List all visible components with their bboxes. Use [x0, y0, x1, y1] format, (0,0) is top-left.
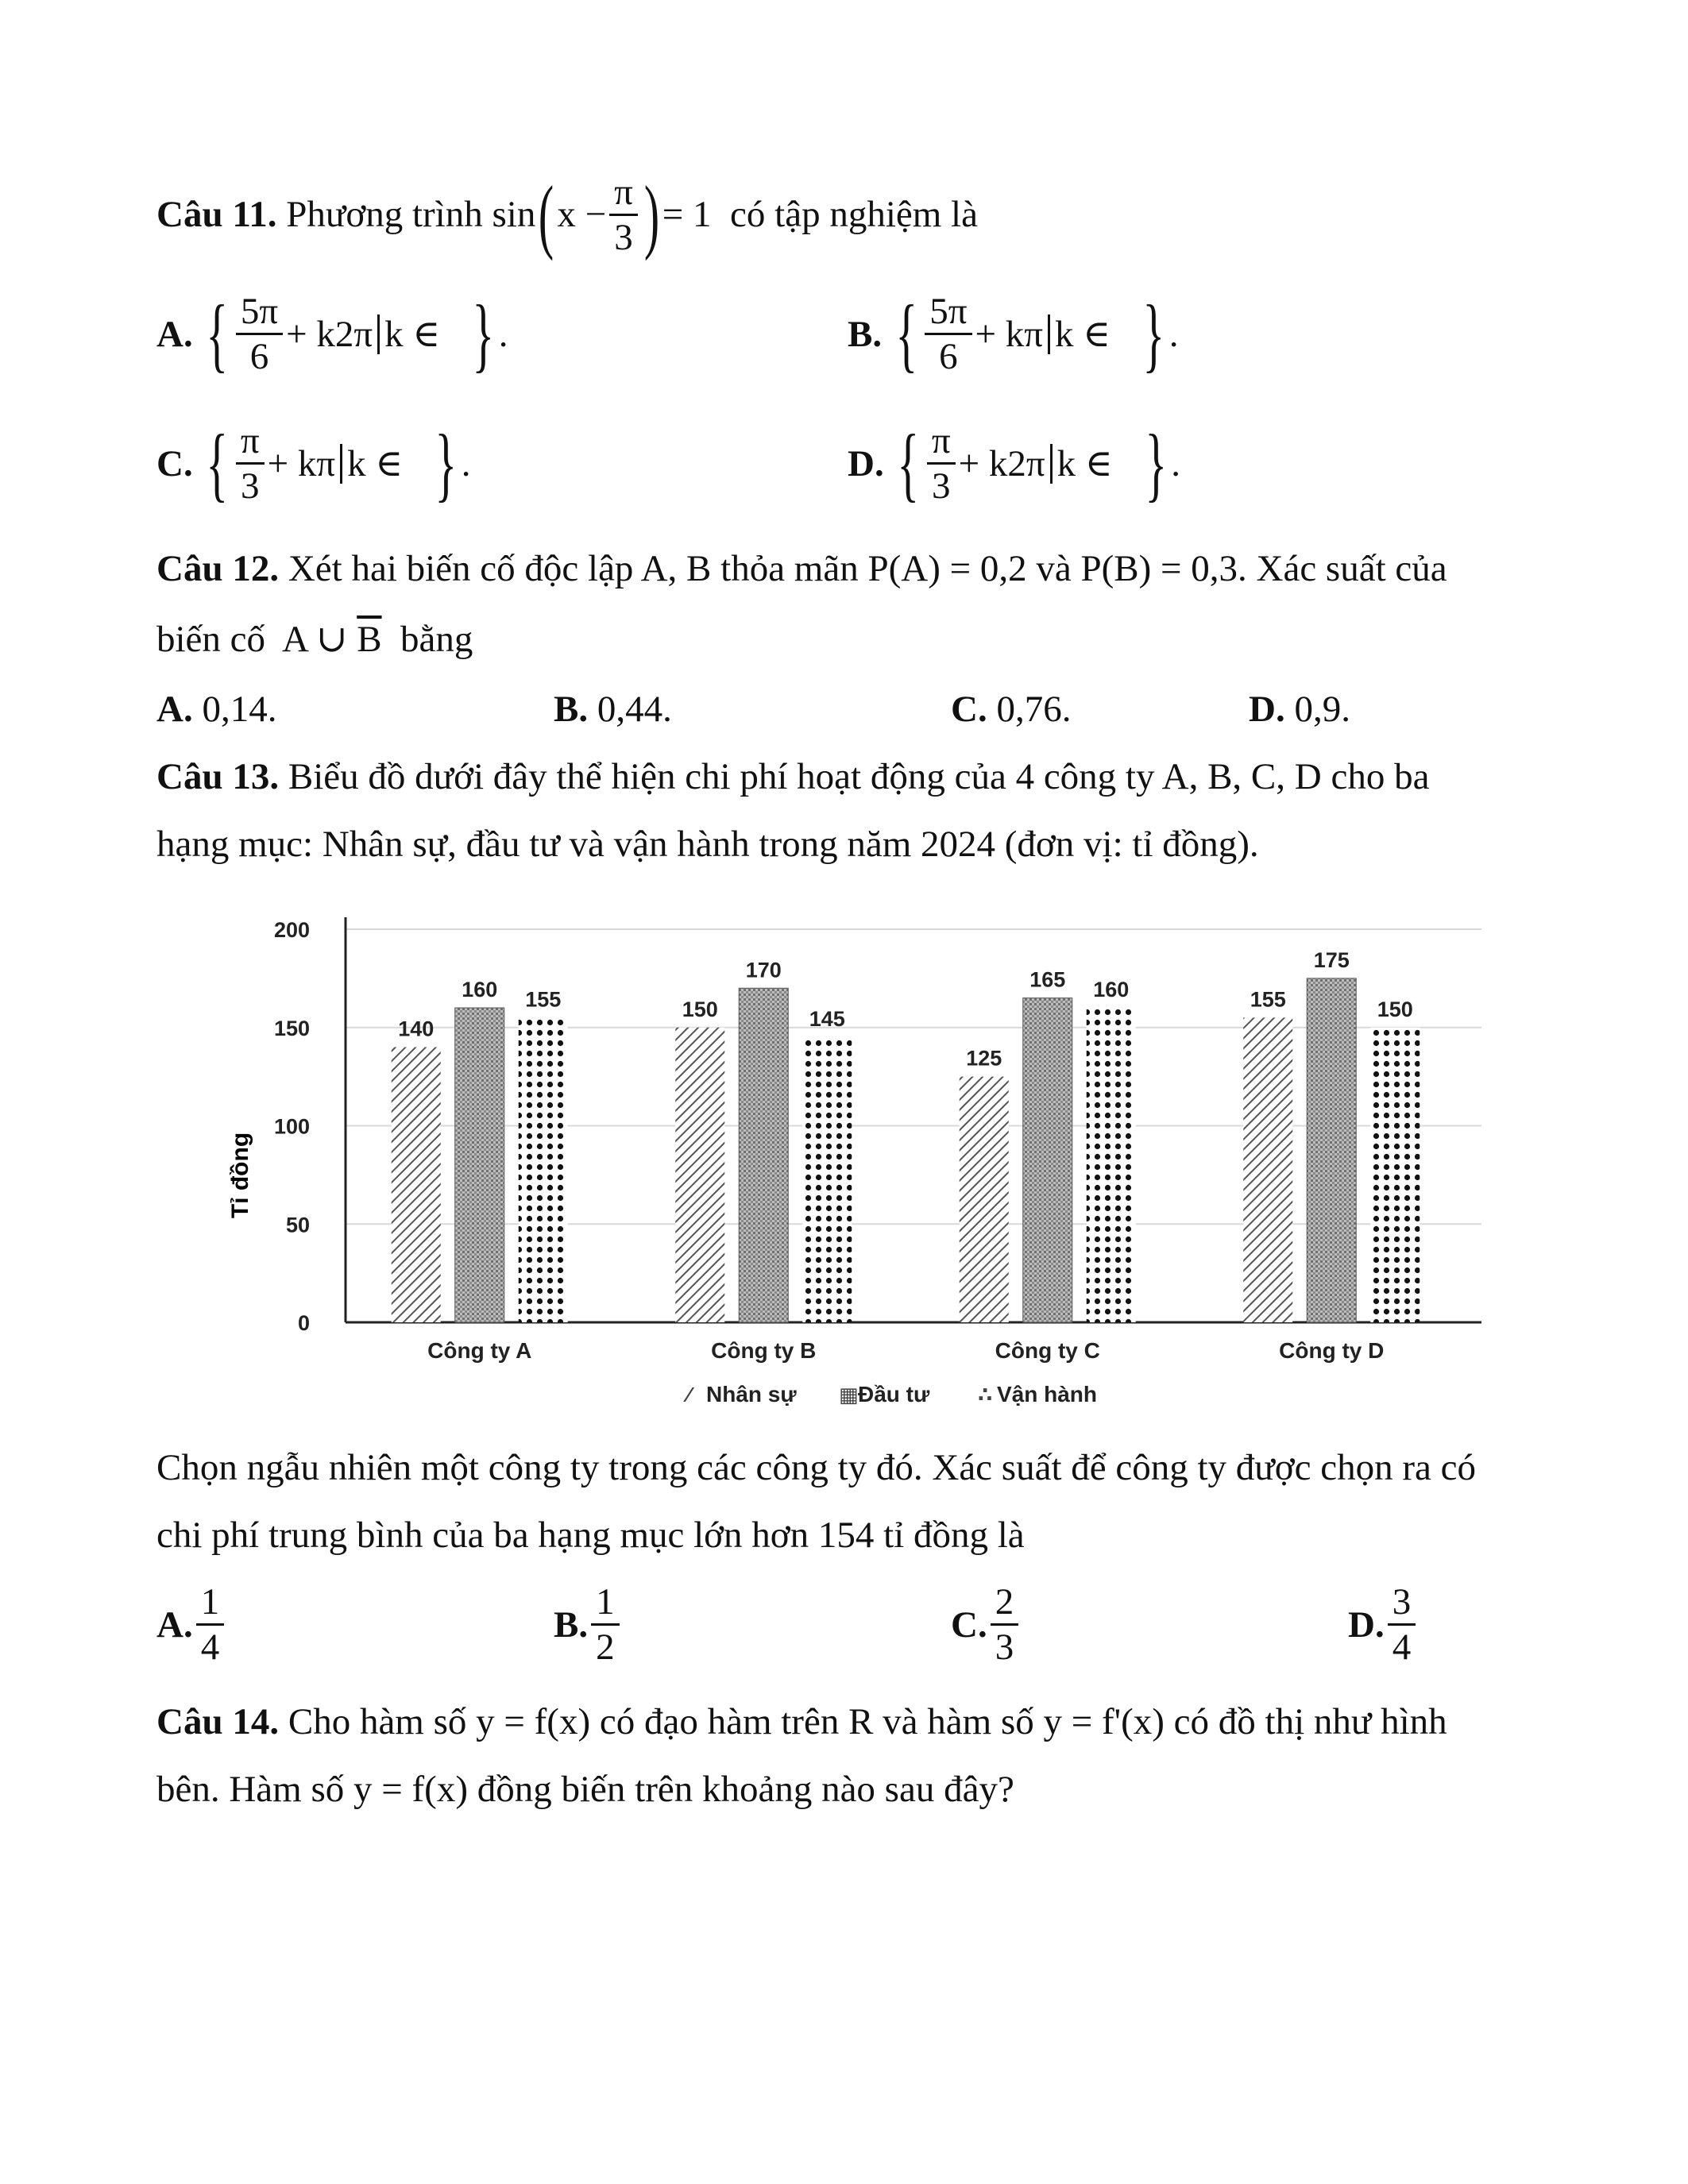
q13-line2-text: hạng mục: Nhân sự, đầu tư và vận hành trong năm 2024 (đơn vị: tỉ đồng).	[156, 824, 1259, 865]
x-tick-label: Công ty A	[427, 1338, 532, 1363]
frac-den: 3	[995, 1626, 1014, 1669]
data-label: 160	[462, 978, 498, 1001]
frac-num: 1	[591, 1580, 620, 1626]
q13-option-fraction	[196, 1580, 225, 1669]
q11-option-label: B.	[848, 313, 883, 355]
q11-option-tail: + kπ	[267, 442, 336, 484]
close-brace: }	[1145, 417, 1167, 511]
bar	[739, 988, 788, 1322]
frac-den: 4	[1392, 1626, 1412, 1669]
q12-line2-pre: biến cố	[156, 619, 266, 660]
q11-option-label: D.	[848, 442, 884, 484]
y-tick-label: 150	[273, 1016, 310, 1040]
q14-line1	[156, 1701, 1447, 1742]
frac-den: 6	[939, 336, 958, 378]
bar	[960, 1077, 1009, 1322]
q11-option-fraction	[925, 290, 971, 378]
data-label: 170	[745, 958, 782, 982]
q13-after2-text: chi phí trung bình của ba hạng mục lớn hơn 154 tỉ đồng là	[156, 1515, 1025, 1556]
set-bar	[1050, 444, 1053, 484]
q13-option-c[interactable]	[951, 1580, 1022, 1669]
q11-text-after: có tập nghiệm là	[730, 194, 978, 236]
q12-expr-a: A ∪	[281, 619, 348, 660]
q13-option-b[interactable]	[554, 1580, 623, 1669]
set-bar	[377, 314, 380, 354]
y-tick-label: 50	[285, 1213, 310, 1237]
x-tick-label: Công ty B	[711, 1338, 817, 1363]
legend-label: Đầu tư	[858, 1382, 930, 1406]
close-brace: }	[1142, 287, 1165, 381]
bar	[1370, 1028, 1420, 1322]
q13-after1	[156, 1449, 1476, 1487]
q14-label: Câu 14.	[156, 1701, 280, 1742]
frac-den: 2	[596, 1626, 615, 1669]
frac-den: 3	[240, 465, 260, 507]
data-label: 145	[809, 1007, 845, 1032]
bar	[1243, 1017, 1292, 1322]
q12-option-c[interactable]	[951, 691, 1071, 728]
q11-option-tail: + k2π	[286, 313, 373, 355]
frac-den: 6	[249, 336, 269, 378]
q11-stem	[156, 168, 978, 262]
q12-label: Câu 12.	[156, 548, 280, 589]
bar	[802, 1037, 852, 1322]
q13-line2	[156, 826, 1259, 863]
q12-line1	[156, 550, 1447, 588]
q12-option-label: D.	[1249, 689, 1285, 730]
q11-label: Câu 11.	[156, 194, 277, 236]
bar	[392, 1048, 441, 1323]
q11-option-fraction	[236, 290, 283, 378]
q12-option-d[interactable]	[1249, 691, 1350, 728]
y-tick-label: 100	[273, 1114, 310, 1139]
q12-option-a[interactable]	[156, 691, 276, 728]
open-brace: {	[897, 417, 920, 511]
y-axis-label: Tỉ đồng	[227, 1132, 253, 1219]
q11-close-paren: )	[643, 168, 659, 262]
legend-label: Vận hành	[997, 1382, 1098, 1406]
q13-option-fraction	[991, 1580, 1019, 1669]
q12-option-value: 0,76.	[996, 689, 1072, 730]
q11-fraction	[609, 171, 638, 259]
q11-frac-den: 3	[614, 217, 633, 259]
q13-option-d[interactable]	[1348, 1580, 1419, 1669]
open-brace: {	[895, 287, 917, 381]
data-label: 165	[1029, 967, 1066, 992]
q11-option-fraction	[236, 419, 265, 507]
q11-frac-num: π	[609, 171, 638, 216]
q11-option-tail: + k2π	[958, 442, 1045, 484]
data-label: 175	[1313, 947, 1350, 972]
q13-label: Câu 13.	[156, 756, 280, 797]
bar	[675, 1028, 724, 1322]
q13-option-label: A.	[156, 1603, 193, 1646]
legend-marker: ∴	[978, 1383, 993, 1406]
q12-option-label: B.	[554, 689, 589, 730]
q13-option-a[interactable]	[156, 1580, 227, 1669]
q12-line2-post: bằng	[400, 619, 473, 660]
q12-option-label: C.	[951, 689, 987, 730]
q11-eq: = 1	[662, 194, 712, 236]
q11-text-before: Phương trình sin	[286, 194, 536, 236]
frac-num: 1	[196, 1580, 225, 1626]
frac-den: 4	[200, 1626, 220, 1669]
q11-option-b[interactable]: B. { $\frac{5\pi}{6}$ + kπ k ∈ } .	[848, 287, 1179, 381]
q12-option-value: 0,14.	[202, 689, 277, 730]
q11-option-cond: k ∈	[347, 443, 404, 485]
legend-label: Nhân sự	[706, 1382, 797, 1406]
q12-expr-b: $\overline{B}$	[357, 619, 382, 660]
legend-marker: ⁄	[687, 1383, 691, 1406]
q11-option-label: C.	[156, 442, 193, 484]
set-bar	[1048, 314, 1050, 354]
q13-line1	[156, 758, 1429, 796]
q11-option-d[interactable]: D. { $\frac{\pi}{3}$ + k2π k ∈ } .	[848, 417, 1181, 511]
frac-num: 3	[1388, 1580, 1416, 1626]
bar	[1307, 978, 1356, 1322]
q14-line2	[156, 1771, 1014, 1808]
data-label: 125	[966, 1046, 1002, 1071]
q11-option-label: A.	[156, 313, 193, 355]
q12-option-label: A.	[156, 689, 193, 730]
q11-option-c[interactable]: C. { $\frac{\pi}{3}$ + kπ k ∈ } .	[156, 417, 471, 511]
data-label: 155	[1250, 987, 1286, 1012]
data-label: 160	[1093, 978, 1130, 1001]
q13-option-label: C.	[951, 1603, 987, 1646]
y-tick-label: 200	[273, 918, 310, 942]
q13-text: Biểu đồ dưới đây thể hiện chi phí hoạt động của 4 công ty A, B, C, D cho ba	[288, 756, 1430, 797]
bar	[1023, 998, 1072, 1322]
frac-num: 5π	[925, 290, 971, 335]
x-tick-label: Công ty C	[995, 1338, 1100, 1363]
q12-option-value: 0,44.	[597, 689, 672, 730]
q14-text: Cho hàm số y = f(x) có đạo hàm trên R và hàm số y = f'(x) có đồ thị như hình	[288, 1701, 1447, 1742]
open-brace: {	[206, 417, 229, 511]
q13-after2	[156, 1517, 1025, 1554]
q12-option-value: 0,9.	[1294, 689, 1350, 730]
q14-line2-text: bên. Hàm số y = f(x) đồng biến trên khoảng nào sau đây?	[156, 1769, 1014, 1810]
q11-open-paren: (	[539, 168, 554, 262]
legend-marker: ▦	[839, 1383, 859, 1406]
data-label: 155	[525, 987, 562, 1012]
data-label: 150	[682, 997, 718, 1021]
q11-option-a[interactable]: A. { $\frac{5\pi}{6}$ + k2π k ∈ } .	[156, 287, 508, 381]
close-brace: }	[472, 287, 495, 381]
frac-num: π	[236, 419, 265, 465]
q11-inner-x: x −	[557, 194, 607, 236]
q11-option-fraction	[927, 419, 956, 507]
q13-option-fraction	[591, 1580, 620, 1669]
q12-text: Xét hai biến cố độc lập A, B thỏa mãn P(A) = 0,2 và P(B) = 0,3. Xác suất của	[288, 548, 1447, 589]
data-label: 140	[398, 1017, 435, 1041]
q11-option-cond: k ∈	[1056, 443, 1113, 485]
open-brace: {	[206, 287, 229, 381]
chart-bars	[392, 978, 1420, 1322]
bar	[1087, 1008, 1136, 1322]
frac-den: 3	[931, 465, 951, 507]
q13-option-fraction	[1388, 1580, 1416, 1669]
q13-option-label: B.	[554, 1603, 589, 1646]
frac-num: π	[927, 419, 956, 465]
data-label: 150	[1377, 997, 1413, 1021]
bar-chart	[214, 893, 1525, 1433]
q12-option-b[interactable]	[554, 691, 672, 728]
q12-line2	[156, 621, 473, 658]
q11-option-tail: + kπ	[975, 313, 1043, 355]
q11-option-cond: k ∈	[384, 314, 441, 356]
y-tick-label: 0	[297, 1311, 310, 1335]
set-bar	[340, 444, 342, 484]
q13-after1-text: Chọn ngẫu nhiên một công ty trong các công ty đó. Xác suất để công ty được chọn ra có	[156, 1447, 1476, 1488]
q11-option-cond: k ∈	[1055, 314, 1111, 356]
bar	[455, 1008, 504, 1322]
close-brace: }	[435, 417, 458, 511]
frac-num: 2	[991, 1580, 1019, 1626]
bar	[519, 1017, 568, 1322]
q13-option-label: D.	[1348, 1603, 1385, 1646]
y-tick-labels	[274, 918, 310, 1335]
legend	[683, 1382, 1097, 1406]
frac-num: 5π	[236, 290, 283, 335]
x-tick-labels	[427, 1338, 1384, 1363]
x-tick-label: Công ty D	[1279, 1338, 1385, 1363]
